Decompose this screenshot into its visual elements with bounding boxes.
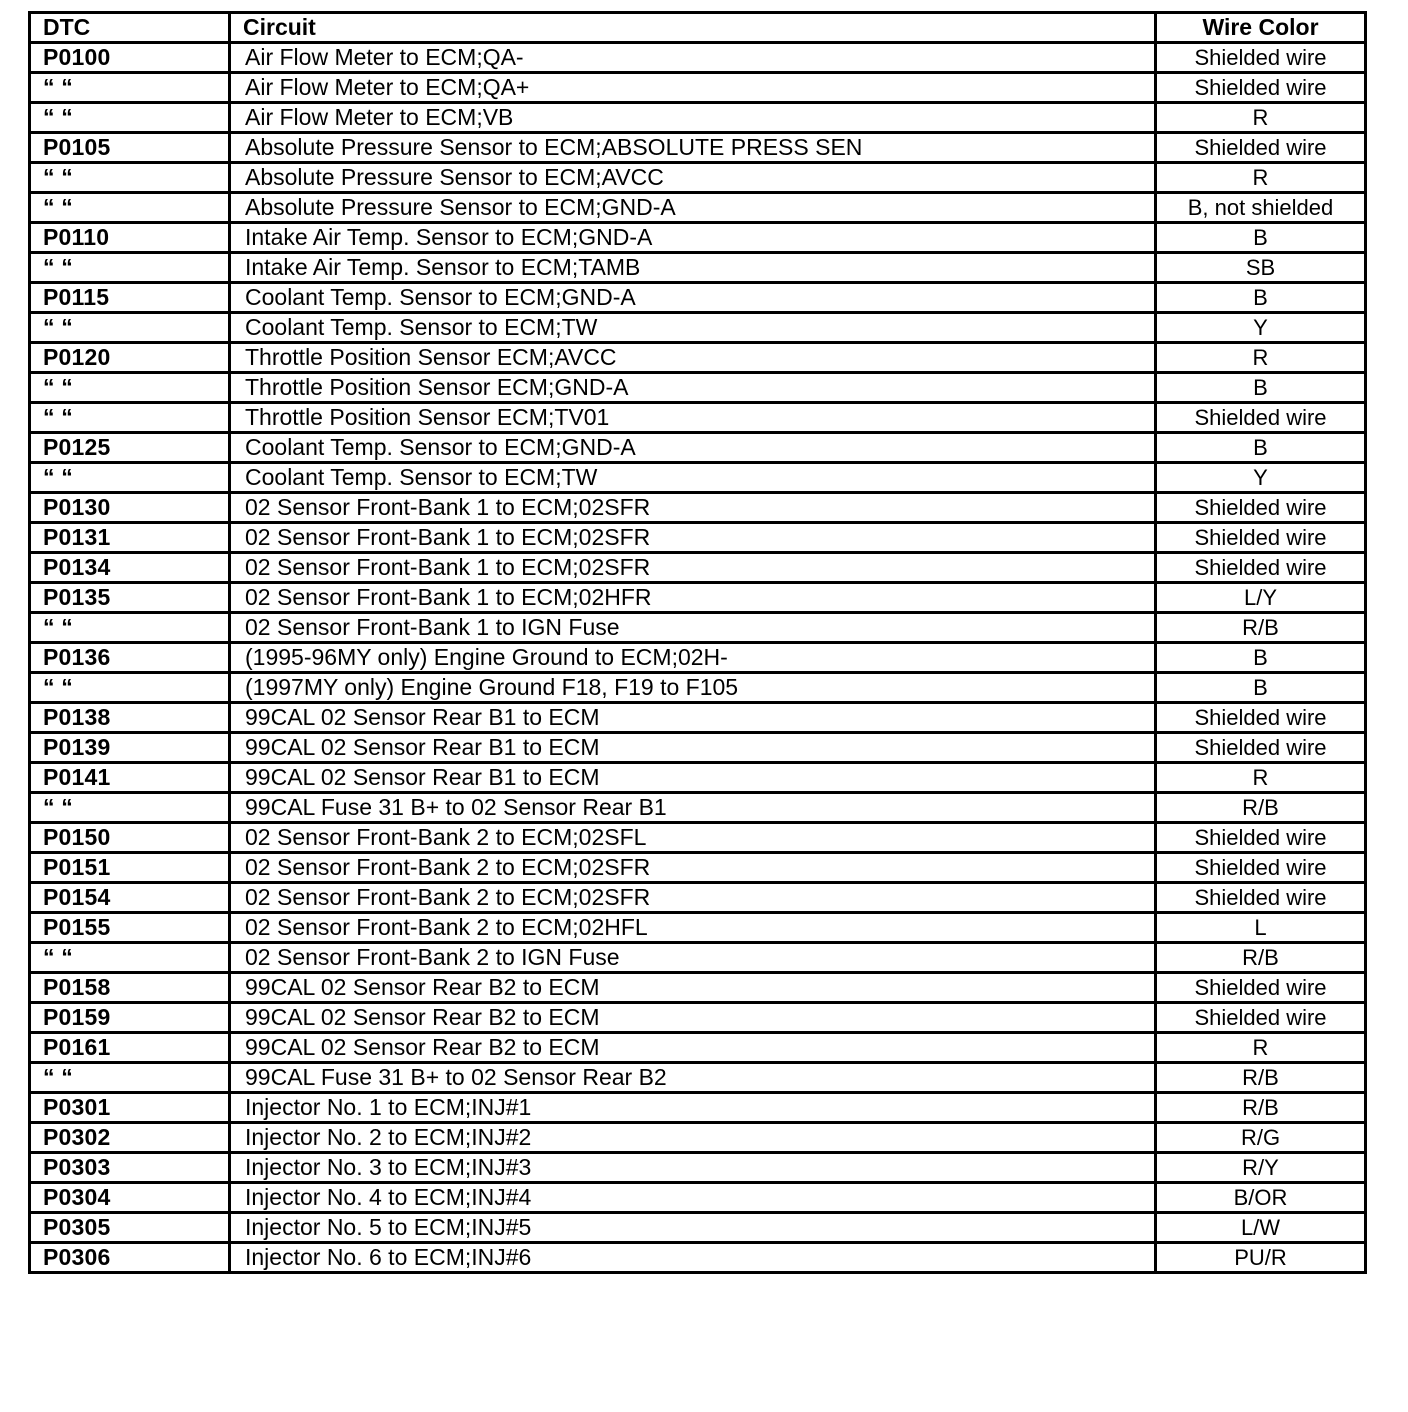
table-row: [30, 553, 1366, 583]
wire-color-cell: Shielded wire: [1156, 133, 1366, 163]
dtc-cell: P0120: [30, 343, 230, 373]
table-row: [30, 853, 1366, 883]
circuit-cell: 99CAL Fuse 31 B+ to 02 Sensor Rear B2: [230, 1063, 1156, 1093]
dtc-circuit-table: [28, 11, 1367, 1274]
dtc-cell: P0135: [30, 583, 230, 613]
circuit-cell: 02 Sensor Front-Bank 2 to ECM;02SFR: [230, 853, 1156, 883]
dtc-cell: “ “: [30, 613, 230, 643]
dtc-cell: “ “: [30, 793, 230, 823]
wire-color-cell: B: [1156, 643, 1366, 673]
circuit-cell: 99CAL 02 Sensor Rear B1 to ECM: [230, 703, 1156, 733]
wire-color-cell: Y: [1156, 463, 1366, 493]
table-row: [30, 703, 1366, 733]
table-row: [30, 103, 1366, 133]
table-row: [30, 283, 1366, 313]
circuit-cell: Injector No. 3 to ECM;INJ#3: [230, 1153, 1156, 1183]
circuit-cell: 99CAL Fuse 31 B+ to 02 Sensor Rear B1: [230, 793, 1156, 823]
table-row: [30, 463, 1366, 493]
table-header-row: [30, 13, 1366, 43]
wire-color-cell: B/OR: [1156, 1183, 1366, 1213]
circuit-cell: Throttle Position Sensor ECM;GND-A: [230, 373, 1156, 403]
circuit-cell: Injector No. 5 to ECM;INJ#5: [230, 1213, 1156, 1243]
table-row: [30, 523, 1366, 553]
wire-color-cell: Shielded wire: [1156, 823, 1366, 853]
wire-color-cell: B, not shielded: [1156, 193, 1366, 223]
table-row: [30, 1123, 1366, 1153]
wire-color-cell: B: [1156, 433, 1366, 463]
circuit-cell: 02 Sensor Front-Bank 2 to ECM;02HFL: [230, 913, 1156, 943]
wire-color-cell: Shielded wire: [1156, 523, 1366, 553]
wire-color-cell: R: [1156, 1033, 1366, 1063]
wire-color-cell: B: [1156, 373, 1366, 403]
wire-color-cell: Shielded wire: [1156, 883, 1366, 913]
circuit-cell: Coolant Temp. Sensor to ECM;GND-A: [230, 283, 1156, 313]
table-row: [30, 253, 1366, 283]
table-row: [30, 313, 1366, 343]
wire-color-cell: R/Y: [1156, 1153, 1366, 1183]
wire-color-cell: L/W: [1156, 1213, 1366, 1243]
table-row: [30, 73, 1366, 103]
table-row: [30, 763, 1366, 793]
wire-color-cell: SB: [1156, 253, 1366, 283]
wire-color-cell: PU/R: [1156, 1243, 1366, 1273]
header-dtc: DTC: [30, 13, 230, 43]
table-row: [30, 223, 1366, 253]
table-row: [30, 43, 1366, 73]
table-row: [30, 733, 1366, 763]
table-row: [30, 1033, 1366, 1063]
circuit-cell: Coolant Temp. Sensor to ECM;TW: [230, 313, 1156, 343]
table-row: [30, 613, 1366, 643]
dtc-cell: P0105: [30, 133, 230, 163]
wire-color-cell: R: [1156, 763, 1366, 793]
dtc-cell: P0158: [30, 973, 230, 1003]
dtc-cell: P0131: [30, 523, 230, 553]
circuit-cell: 99CAL 02 Sensor Rear B1 to ECM: [230, 763, 1156, 793]
dtc-cell: P0110: [30, 223, 230, 253]
header-wire-color: Wire Color: [1156, 13, 1366, 43]
dtc-cell: “ “: [30, 193, 230, 223]
table-row: [30, 1183, 1366, 1213]
wire-color-cell: R/B: [1156, 1063, 1366, 1093]
wire-color-cell: B: [1156, 673, 1366, 703]
circuit-cell: 02 Sensor Front-Bank 1 to ECM;02HFR: [230, 583, 1156, 613]
dtc-cell: “ “: [30, 313, 230, 343]
dtc-cell: P0130: [30, 493, 230, 523]
circuit-cell: 02 Sensor Front-Bank 1 to ECM;02SFR: [230, 553, 1156, 583]
table-row: [30, 823, 1366, 853]
circuit-cell: Injector No. 6 to ECM;INJ#6: [230, 1243, 1156, 1273]
table-row: [30, 1093, 1366, 1123]
wire-color-cell: R/B: [1156, 943, 1366, 973]
dtc-cell: P0302: [30, 1123, 230, 1153]
circuit-cell: 02 Sensor Front-Bank 2 to ECM;02SFL: [230, 823, 1156, 853]
circuit-cell: Intake Air Temp. Sensor to ECM;TAMB: [230, 253, 1156, 283]
circuit-cell: Throttle Position Sensor ECM;TV01: [230, 403, 1156, 433]
circuit-cell: Air Flow Meter to ECM;VB: [230, 103, 1156, 133]
dtc-cell: “ “: [30, 943, 230, 973]
circuit-cell: Air Flow Meter to ECM;QA+: [230, 73, 1156, 103]
table-row: [30, 1213, 1366, 1243]
circuit-cell: 02 Sensor Front-Bank 1 to IGN Fuse: [230, 613, 1156, 643]
circuit-cell: Throttle Position Sensor ECM;AVCC: [230, 343, 1156, 373]
wire-color-cell: R/B: [1156, 613, 1366, 643]
wire-color-cell: Shielded wire: [1156, 973, 1366, 1003]
table-row: [30, 1243, 1366, 1273]
dtc-cell: P0159: [30, 1003, 230, 1033]
dtc-cell: “ “: [30, 373, 230, 403]
circuit-cell: 02 Sensor Front-Bank 2 to IGN Fuse: [230, 943, 1156, 973]
wire-color-cell: Shielded wire: [1156, 43, 1366, 73]
circuit-cell: 02 Sensor Front-Bank 1 to ECM;02SFR: [230, 493, 1156, 523]
wire-color-cell: B: [1156, 283, 1366, 313]
circuit-cell: 99CAL 02 Sensor Rear B1 to ECM: [230, 733, 1156, 763]
wire-color-cell: Y: [1156, 313, 1366, 343]
dtc-cell: P0136: [30, 643, 230, 673]
dtc-cell: P0154: [30, 883, 230, 913]
wire-color-cell: R: [1156, 343, 1366, 373]
dtc-cell: P0115: [30, 283, 230, 313]
circuit-cell: 99CAL 02 Sensor Rear B2 to ECM: [230, 1033, 1156, 1063]
dtc-cell: “ “: [30, 163, 230, 193]
circuit-cell: Absolute Pressure Sensor to ECM;GND-A: [230, 193, 1156, 223]
dtc-cell: P0150: [30, 823, 230, 853]
dtc-cell: “ “: [30, 463, 230, 493]
table-row: [30, 943, 1366, 973]
dtc-cell: P0303: [30, 1153, 230, 1183]
wire-color-cell: L: [1156, 913, 1366, 943]
dtc-cell: “ “: [30, 73, 230, 103]
circuit-cell: Intake Air Temp. Sensor to ECM;GND-A: [230, 223, 1156, 253]
wire-color-cell: Shielded wire: [1156, 553, 1366, 583]
dtc-cell: P0134: [30, 553, 230, 583]
wire-color-cell: R/B: [1156, 793, 1366, 823]
circuit-cell: Injector No. 2 to ECM;INJ#2: [230, 1123, 1156, 1153]
table-row: [30, 1153, 1366, 1183]
table-row: [30, 493, 1366, 523]
dtc-cell: P0139: [30, 733, 230, 763]
dtc-cell: P0138: [30, 703, 230, 733]
table-row: [30, 583, 1366, 613]
wire-color-cell: R/G: [1156, 1123, 1366, 1153]
wire-color-cell: Shielded wire: [1156, 403, 1366, 433]
wire-color-cell: Shielded wire: [1156, 73, 1366, 103]
circuit-cell: 02 Sensor Front-Bank 2 to ECM;02SFR: [230, 883, 1156, 913]
wire-color-cell: R/B: [1156, 1093, 1366, 1123]
table-row: [30, 433, 1366, 463]
circuit-cell: 99CAL 02 Sensor Rear B2 to ECM: [230, 1003, 1156, 1033]
table-row: [30, 793, 1366, 823]
circuit-cell: Absolute Pressure Sensor to ECM;AVCC: [230, 163, 1156, 193]
circuit-cell: Air Flow Meter to ECM;QA-: [230, 43, 1156, 73]
wire-color-cell: R: [1156, 103, 1366, 133]
wire-color-cell: Shielded wire: [1156, 493, 1366, 523]
table-row: [30, 643, 1366, 673]
dtc-cell: P0155: [30, 913, 230, 943]
table-row: [30, 1063, 1366, 1093]
header-circuit: Circuit: [230, 13, 1156, 43]
wire-color-cell: L/Y: [1156, 583, 1366, 613]
dtc-cell: P0125: [30, 433, 230, 463]
dtc-cell: P0151: [30, 853, 230, 883]
table-row: [30, 883, 1366, 913]
dtc-cell: P0305: [30, 1213, 230, 1243]
dtc-cell: P0161: [30, 1033, 230, 1063]
table-row: [30, 1003, 1366, 1033]
table-body: [30, 43, 1366, 1273]
wire-color-cell: Shielded wire: [1156, 703, 1366, 733]
table-row: [30, 193, 1366, 223]
wire-color-cell: Shielded wire: [1156, 853, 1366, 883]
dtc-cell: “ “: [30, 253, 230, 283]
dtc-document: [28, 11, 1364, 1274]
circuit-cell: Coolant Temp. Sensor to ECM;TW: [230, 463, 1156, 493]
wire-color-cell: B: [1156, 223, 1366, 253]
table-row: [30, 343, 1366, 373]
dtc-cell: P0301: [30, 1093, 230, 1123]
dtc-cell: P0100: [30, 43, 230, 73]
table-row: [30, 133, 1366, 163]
circuit-cell: (1995-96MY only) Engine Ground to ECM;02H-: [230, 643, 1156, 673]
dtc-cell: “ “: [30, 103, 230, 133]
table-row: [30, 163, 1366, 193]
table-row: [30, 913, 1366, 943]
dtc-cell: P0304: [30, 1183, 230, 1213]
dtc-cell: P0141: [30, 763, 230, 793]
wire-color-cell: R: [1156, 163, 1366, 193]
wire-color-cell: Shielded wire: [1156, 1003, 1366, 1033]
circuit-cell: Injector No. 4 to ECM;INJ#4: [230, 1183, 1156, 1213]
dtc-cell: “ “: [30, 673, 230, 703]
table-row: [30, 403, 1366, 433]
circuit-cell: 02 Sensor Front-Bank 1 to ECM;02SFR: [230, 523, 1156, 553]
circuit-cell: Injector No. 1 to ECM;INJ#1: [230, 1093, 1156, 1123]
table-row: [30, 673, 1366, 703]
circuit-cell: 99CAL 02 Sensor Rear B2 to ECM: [230, 973, 1156, 1003]
wire-color-cell: Shielded wire: [1156, 733, 1366, 763]
circuit-cell: Absolute Pressure Sensor to ECM;ABSOLUTE PRESS SEN: [230, 133, 1156, 163]
dtc-cell: P0306: [30, 1243, 230, 1273]
dtc-cell: “ “: [30, 1063, 230, 1093]
table-row: [30, 373, 1366, 403]
dtc-cell: “ “: [30, 403, 230, 433]
table-row: [30, 973, 1366, 1003]
circuit-cell: Coolant Temp. Sensor to ECM;GND-A: [230, 433, 1156, 463]
circuit-cell: (1997MY only) Engine Ground F18, F19 to F105: [230, 673, 1156, 703]
